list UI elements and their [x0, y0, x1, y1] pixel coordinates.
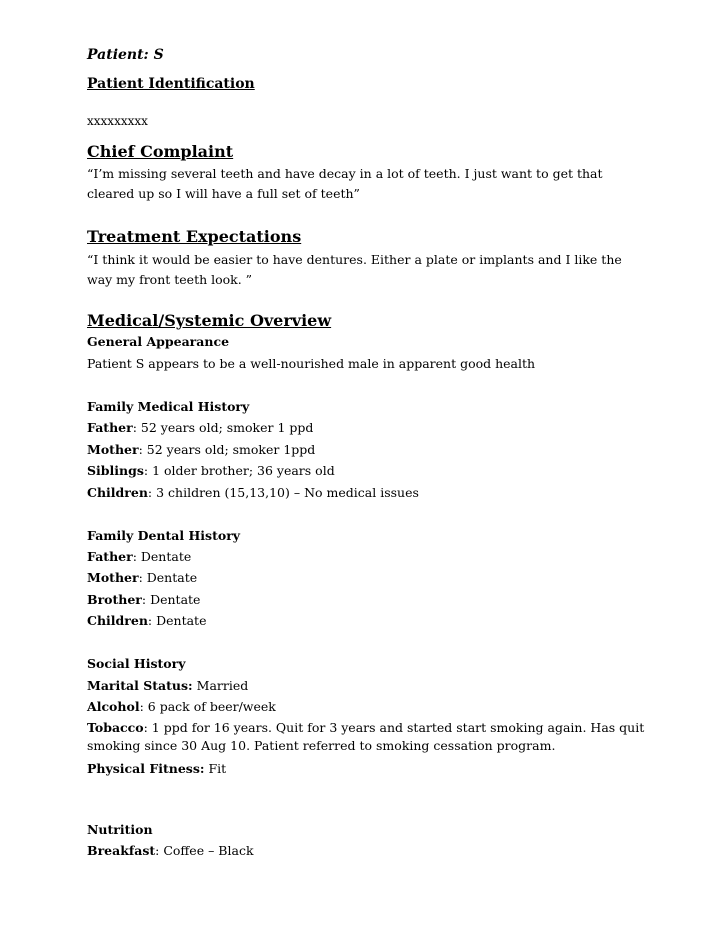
family-medical-children: Children: 3 children (15,13,10) – No medical issues	[87, 485, 419, 500]
treatment-expectations-text: “I think it would be easier to have dentures. Either a plate or implants and I like the way my front teeth look. ”	[87, 252, 622, 287]
social-history-heading: Social History	[87, 656, 186, 671]
chief-complaint-text: “I’m missing several teeth and have decay in a lot of teeth. I just want to get that cleared up so I will have a full set of teeth”	[87, 166, 603, 201]
general-appearance-heading: General Appearance	[87, 334, 230, 349]
family-medical-mother: Mother: 52 years old; smoker 1ppd	[87, 442, 316, 457]
nutrition-breakfast: Breakfast: Coffee – Black	[87, 843, 254, 858]
family-dental-children: Children: Dentate	[87, 613, 207, 628]
family-medical-history-heading: Family Medical History	[87, 399, 250, 414]
family-medical-father: Father: 52 years old; smoker 1 ppd	[87, 420, 314, 435]
family-dental-father: Father: Dentate	[87, 549, 192, 564]
family-medical-siblings: Siblings: 1 older brother; 36 years old	[87, 463, 335, 478]
medical-overview-heading: Medical/Systemic Overview	[87, 311, 332, 330]
social-marital-status: Marital Status: Married	[87, 678, 249, 693]
social-physical-fitness: Physical Fitness: Fit	[87, 761, 227, 776]
family-dental-brother: Brother: Dentate	[87, 592, 201, 607]
family-dental-history-heading: Family Dental History	[87, 528, 241, 543]
general-appearance-text: Patient S appears to be a well-nourished male in apparent good health	[87, 356, 536, 371]
patient-identification-value: xxxxxxxxx	[87, 114, 148, 128]
family-dental-mother: Mother: Dentate	[87, 570, 198, 585]
nutrition-heading: Nutrition	[87, 822, 153, 837]
treatment-expectations-heading: Treatment Expectations	[87, 227, 302, 246]
patient-identification-heading: Patient Identification	[87, 76, 255, 92]
chief-complaint-heading: Chief Complaint	[87, 142, 234, 161]
social-tobacco: Tobacco: 1 ppd for 16 years. Quit for 3 years and started start smoking again. Has quit smoking since 30 Aug 10. Patient referred to smoking cessation program.	[87, 720, 645, 753]
social-alcohol: Alcohol: 6 pack of beer/week	[87, 699, 276, 714]
patient-label: Patient: S	[87, 47, 164, 63]
